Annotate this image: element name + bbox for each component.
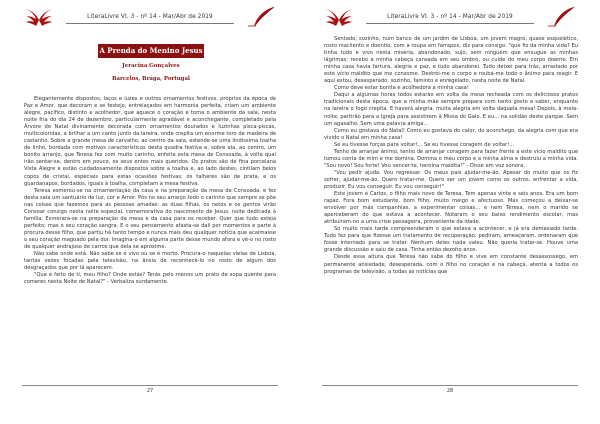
paragraph: Como deve estar bonita e acolhedora a minha casa!: [334, 85, 469, 92]
author-name: Jeracina Gonçalves: [122, 63, 180, 69]
header-rule: [366, 23, 534, 24]
paragraph: Tenho de arranjar ânimo; tenho de arranjar coragem para fazer frente a este vício maldito que tomou conta de mim e me domina. Domina o meu corpo e a minha alma e destruiu a minha vida. "Sou novo! Sou forte! Vou vencer-te, heroína maldita!" - Disse em voz sonora.: [324, 148, 578, 169]
page-header: [22, 8, 278, 30]
paragraph: Desde essa altura que Teresa não sabe do filho e vive em constante desassossego, em permanente ansiedade, desesperada, com o filho no coração e na cabeça, atenta a todos os programas de televisão, a todas as notícias que: [324, 254, 578, 275]
story-title: A Prenda do Menino Jesus: [98, 44, 204, 58]
paragraph: Elegantemente dispostos, laços e luzes e outros ornamentos festivos, próprios da época de Paz e Amor, que decoram e se festejo, entrelaçados em harmonia perfeita, criam um ambiente alegre, pacífico, distinto e acolhedor, que aquece o coração e toma o ambiente da sala, nesta noite fria do dia 24 de dezembro, particularmente agradável e aconchegante, completado pela Árvore de Natal divinamente decorada com ornamentos dourados e luzinhas pisca-piscas, multicoloridas, a brilhar a um canto junto da lareira, onde crepita um enorme toro de madeira de castanho. Sobre a grande mesa de carvalho, ao centro da sala, estende-se uma lindíssima toalha de linho, bordada com motivos característicos desta quadra festiva e, sobre ela, ao centro, um bonito arranjo, que Teresa fez com muito carinho, enfeita esta mesa de Consoada, à volta qual irão sentar-se, dentro em pouco, os seus entes mais queridos. Os pratos são de fina porcelana Vista Alegre e estão cuidadosamente dispostos sobre a toalha e, ao lado destes, cintilam belos copos de cristal, especiais para estas ocasiões festivas; os talheres são de prata, e os guardanapos, bordados, iguais à toalha, completam a mesa festiva.: [24, 96, 276, 187]
header-rule: [66, 23, 234, 24]
quill-logo-icon: [544, 6, 578, 28]
header-text: LiteraLivre VI. 3 - nº 14 - Mar/Abr de 2019: [387, 14, 513, 20]
page-header: [322, 8, 578, 30]
story-title-block: [98, 44, 204, 84]
paragraph: Não sabe onde está. Não sabe se é vivo ou se é morto. Procura-o naquelas vielas de Lisboa, tantas vezes focadas pela televisão, na ânsia de reconhecê-lo no rosto de algum dos desgraçados que por lá aparecem.: [24, 251, 276, 272]
paragraph: Este jovem é Carlos, o filho mais novo de Teresa. Tem apenas vinte e seis anos. Era um bom rapaz. Fora bom estudante, bom filho, muito meigo e afectuoso. Mas começou a deixar-se envolver por más companhias, a experimentar coisas... e nem Teresa, nem o marido se aperceberam do que estava a acontecer. Notaram o seu baixo rendimento escolar, mas atribuíram-no a uma crise passageira, proveniente da idade.: [324, 191, 578, 226]
left-body-text: [24, 96, 276, 286]
right-page: [300, 0, 600, 424]
page-footer: [22, 385, 278, 396]
paragraph: "Que é feito de ti, meu filho? Onde estás? Terás pelo menos um prato de sopa quente para comeres nesta Noite de Natal?" - Verbaliza surdamente.: [24, 272, 276, 286]
page-number: 27: [146, 388, 154, 394]
paragraph: Daqui a algumas horas todos estarão em volta da mesa recheada com os deliciosos pratos tradicionais desta época, que a minha mãe sempre prepara com tanto gosto e saber, enquanto na lareira o fogo crepita. E haverá alegria, muita alegria em volta daquela mesa! Depois, à meia-noite, partirão para a Igreja para assistirem à Missa do Galo. E eu... na solidão deste parque. Sem um agasalho. Sem uma palavra amiga...: [324, 92, 578, 127]
right-body-text: [324, 36, 578, 276]
header-text: LiteraLivre VI. 3 - nº 14 - Mar/Abr de 2019: [87, 14, 213, 20]
quill-logo-icon: [244, 6, 278, 28]
paragraph: Se eu tivesse forças para voltar!... Se eu tivesse coragem de voltar!...: [334, 141, 515, 148]
paragraph: Como eu gostava do Natal! Como eu gostava do calor, do aconchego, da alegria com que era vivido o Natal em minha casa!: [324, 127, 578, 141]
page-footer: [322, 385, 578, 396]
paragraph: "Vou pedir ajuda. Vou regressar. Os meus pais ajudar-me-ão. Apesar do muito que os fiz sofrer, ajudar-me-ão. Quero tratar-me. Quero ser um jovem como os outros, enfrentar a vida, produzir. Eu vou conseguir. Eu vou conseguir!": [324, 169, 578, 190]
author-location: Barcelos, Braga, Portugal: [111, 76, 190, 82]
page-number: 28: [446, 388, 454, 394]
paragraph: Teresa esmerou-se na ornamentação da casa e na preparação da mesa de Consoada, e fez desta sala um santuário de luz, cor e Amor. Pôs no seu arranjo todo o carinho que sempre se põe nas coisas que fazemos para as pessoas amadas: as duas filhas, os netos e os genros virão Consoar consigo nesta noite especial, comemorativa do nascimento de Jesus; noite dedicada à família. Esmerara-se na preparação da mesa e da casa para os receber. Quer que tudo esteja perfeito; mas o seu coração sangra. E o seu pensamento afasta-se dali por momentos e parte à procura desse filho, que partiu há tanto tempo e nunca mais deu qualquer notícia que acalmasse o seu coração magoado pela dor. Imagina-o em alguma parte desse mundo afora e vê-o no rosto de qualquer andrajoso de carros que dela se aproxime.: [24, 187, 276, 250]
paragraph: Só muito mais tarde compreenderam o que estava a acontecer, e já era demasiado tarde. Tudo fez para que fizesse um tratamento de recuperação: pediram, ameaçaram, ordenaram que fosse internado para se tratar. Nenhum deles nada valeu. Não queria tratar-se. Houve uma grande discussão e saiu de casa. Tinha então dezoito anos.: [324, 226, 578, 254]
paragraph: Sentado, sozinho, num banco de um jardim de Lisboa, um jovem magro, quase esquelético, rosto macilento e doentio, com a roupa em farrapos, diz para consigo: "que fiz da minha vida? Eu tinha tudo e vivo nesta miséria, abandonado, sujo, sem ninguém que enxugue as minhas lágrimas; recebo a minha cabeça cansada em seu ombro, ou cuide do meu corpo doente. Em minha casa havia fartura, alegria e paz, e tudo abandonei. Tudo deixei para trás, arrastado por este vício maldito que me consome. Destrói-me o corpo e rouba-me todo o ânimo para reagir. E aqui estou, desesperado, sozinho, faminto e enregelado, nesta noite de Natal.: [324, 36, 578, 85]
